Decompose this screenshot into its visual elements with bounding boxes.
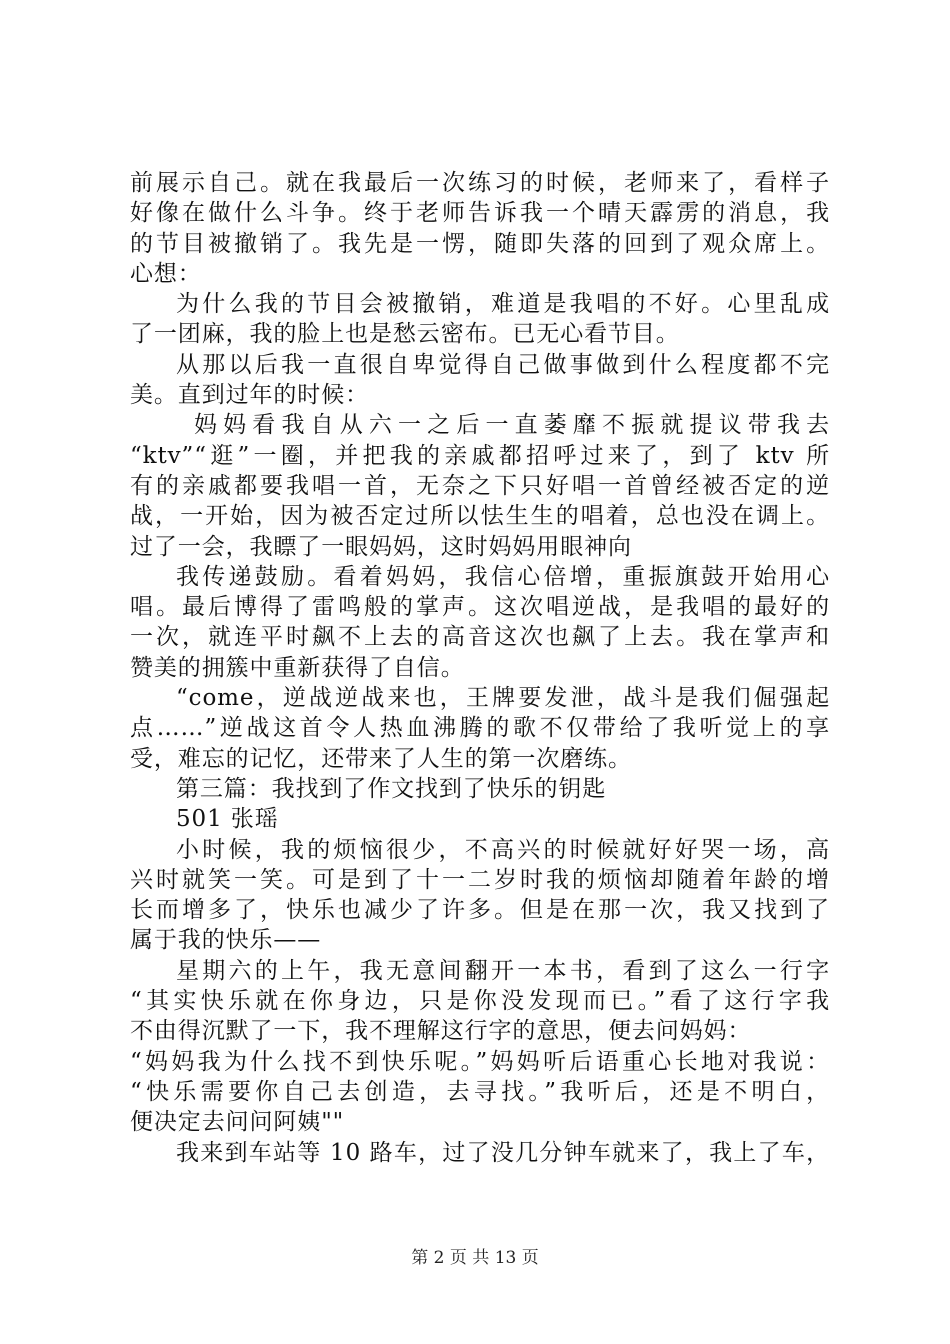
text-line: 妈妈看我自从六一之后一直萎靡不振就提议带我去 — [194, 412, 830, 439]
text-line: 好像在做什么斗争。终于老师告诉我一个晴天霹雳的消息，我 — [130, 200, 830, 227]
text-line: 美。直到过年的时候： — [130, 382, 369, 409]
text-line: 便决定去问问阿姨"" — [130, 1109, 345, 1136]
text-line: “come，逆战逆战来也，王牌要发泄，战斗是我们倔强起 — [176, 685, 830, 712]
text-line: “ktv”“逛”一圈，并把我的亲戚都招呼过来了，到了 ktv 所 — [130, 442, 830, 469]
text-line: 长而增多了，快乐也减少了许多。但是在那一次，我又找到了 — [130, 897, 830, 924]
text-line: 受，难忘的记忆，还带来了人生的第一次磨练。 — [130, 745, 632, 772]
text-line: 我来到车站等 10 路车，过了没几分钟车就来了，我上了车， — [176, 1139, 830, 1166]
text-line: 不由得沉默了一下，我不理解这行字的意思，便去问妈妈： — [130, 1018, 752, 1045]
text-line: 从那以后我一直很自卑觉得自己做事做到什么程度都不完 — [176, 351, 830, 378]
author-line: 501 张瑶 — [176, 806, 279, 833]
page-footer: 第 2 页 共 13 页 — [411, 1248, 539, 1268]
text-line: 我传递鼓励。看着妈妈，我信心倍增，重振旗鼓开始用心 — [176, 563, 830, 590]
text-line: “其实快乐就在你身边，只是你没发现而已。”看了这行字我 — [130, 988, 830, 1015]
text-line: 星期六的上午，我无意间翻开一本书，看到了这么一行字 — [176, 957, 830, 984]
text-line: “妈妈我为什么找不到快乐呢。”妈妈听后语重心长地对我说： — [130, 1048, 830, 1075]
text-line: 一次，就连平时飙不上去的高音这次也飙了上去。我在掌声和 — [130, 624, 830, 651]
text-line: 点……”逆战这首令人热血沸腾的歌不仅带给了我听觉上的享 — [130, 715, 830, 742]
text-line: 属于我的快乐—— — [130, 927, 322, 954]
text-line: 战，一开始，因为被否定过所以怯生生的唱着，总也没在调上。 — [130, 503, 830, 530]
text-line: 前展示自己。就在我最后一次练习的时候，老师来了，看样子 — [130, 170, 830, 196]
text-line: 过了一会，我瞟了一眼妈妈，这时妈妈用眼神向 — [130, 533, 632, 560]
text-line: 的节目被撤销了。我先是一愣，随即失落的回到了观众席上。 — [130, 230, 830, 257]
text-line: 有的亲戚都要我唱一首，无奈之下只好唱一首曾经被否定的逆 — [130, 472, 830, 499]
text-line: 心想： — [130, 260, 202, 287]
text-line: 赞美的拥簇中重新获得了自信。 — [130, 654, 465, 681]
section-heading: 第三篇：我找到了作文找到了快乐的钥匙 — [176, 775, 607, 802]
body-text — [130, 168, 830, 1168]
text-line: 为什么我的节目会被撤销，难道是我唱的不好。心里乱成 — [176, 291, 830, 318]
text-line: “快乐需要你自己去创造，去寻找。”我听后，还是不明白， — [130, 1078, 830, 1105]
text-line: 了一团麻，我的脸上也是愁云密布。已无心看节目。 — [130, 321, 680, 348]
text-line: 小时候，我的烦恼很少，不高兴的时候就好好哭一场，高 — [176, 836, 830, 863]
text-line: 唱。最后博得了雷鸣般的掌声。这次唱逆战，是我唱的最好的 — [130, 594, 830, 621]
text-line: 兴时就笑一笑。可是到了十一二岁时我的烦恼却随着年龄的增 — [130, 866, 830, 893]
